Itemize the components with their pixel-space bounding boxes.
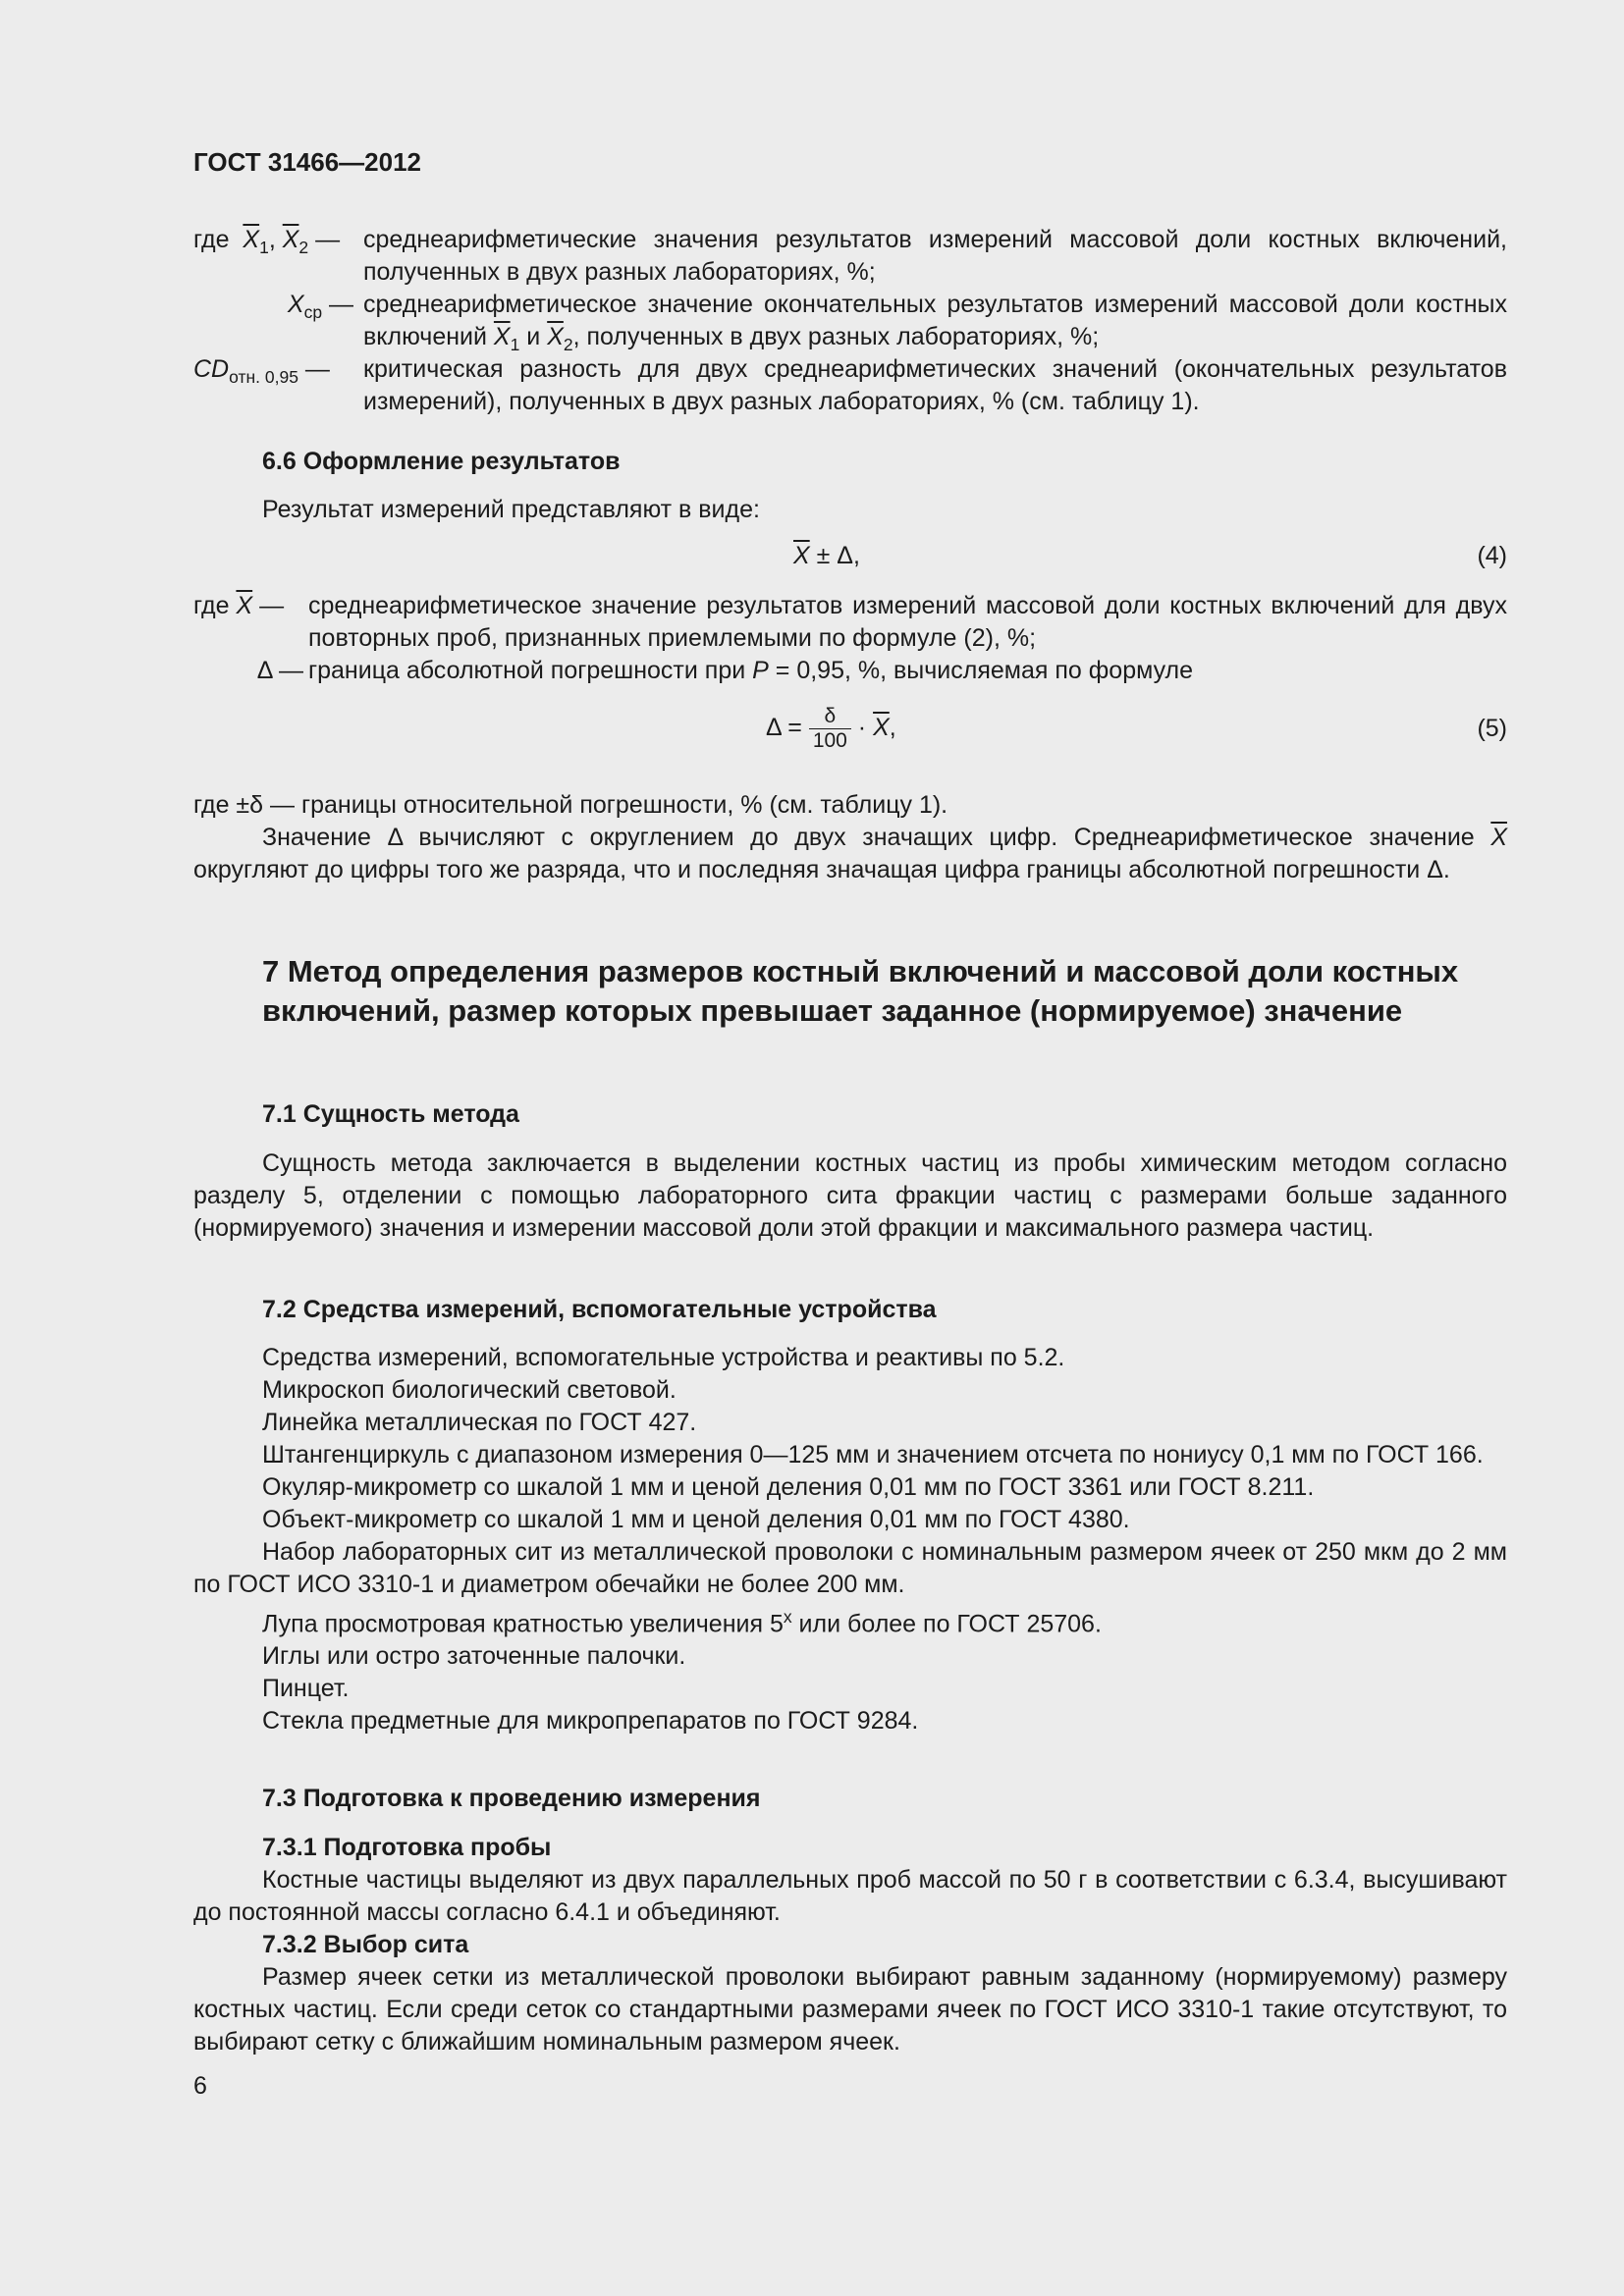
section-7-1-text: Сущность метода заключается в выделении костных частиц из пробы химическим методом согласно разделу 5, отделении с помощью лабораторного сита фракции частиц с размерами больше заданного (нормируемого) значения и измерении массовой доли этой фракции и максимального размера частиц.	[193, 1149, 1507, 1242]
list-item: Микроскоп биологический световой.	[262, 1376, 677, 1404]
section-7-3-2-text: Размер ячеек сетки из металлической проволоки выбирают равным заданному (нормируемому) размеру костных частиц. Если среди сеток со стандартными размерами ячеек по ГОСТ ИСО 3310-1 такие отсутствуют, то выбирают сетку с ближайшим номинальным размером ячеек.	[193, 1963, 1507, 2056]
definition-text: среднеарифметическое значение результатов измерений массовой доли костных включений для двух повторных проб, признанных приемлемыми по формуле (2), %;	[308, 592, 1507, 652]
section-6-6-heading: 6.6 Оформление результатов	[262, 448, 621, 475]
list-item: Лупа просмотровая кратностью увеличения $5^х$ или более по ГОСТ 25706.	[262, 1607, 1102, 1638]
section-7-3-1-text: Костные частицы выделяют из двух параллельных проб массой по 50 г в соответствии с 6.3.4, высушивают до постоянной массы согласно 6.4.1 и объединяют.	[193, 1866, 1507, 1926]
list-item: Набор лабораторных сит из металлической проволоки с номинальным размером ячеек от 250 мкм до 2 мм по ГОСТ ИСО 3310-1 и диаметром обечайки не более 200 мм.	[193, 1538, 1507, 1598]
section-7-heading: 7 Метод определения размеров костный включений и массовой доли костных включений, размер которых превышает заданное (нормируемое) значение	[262, 954, 1459, 1028]
list-item: Окуляр-микрометр со шкалой 1 мм и ценой деления 0,01 мм по ГОСТ 3361 или ГОСТ 8.211.	[262, 1473, 1315, 1501]
definition-term: $X_{ср}$ —	[287, 291, 353, 322]
delta-definition: где ±δ — границы относительной погрешности, % (см. таблицу 1).	[193, 791, 948, 819]
definition-text: граница абсолютной погрешности при P = 0,95, %, вычисляемая по формуле	[308, 657, 1194, 684]
section-6-6-intro: Результат измерений представляют в виде:	[262, 496, 760, 523]
definition-term: где $\overline{X}$ —	[193, 592, 285, 619]
rounding-paragraph: Значение Δ вычисляют с округлением до двух значащих цифр. Среднеарифметическое значение $\overline{X}$ округляют до цифры того же разряда, что и последняя значащая цифра границы абсолютной погрешности Δ.	[193, 824, 1507, 883]
list-item: Пинцет.	[262, 1675, 350, 1703]
equation-number-4: (4)	[1477, 542, 1507, 569]
section-7-1-heading: 7.1 Сущность метода	[262, 1100, 519, 1128]
list-item: Стекла предметные для микропрепаратов по ГОСТ 9284.	[262, 1707, 919, 1735]
definitions-list	[193, 590, 1507, 684]
definition-text: среднеарифметические значения результатов измерений массовой доли костных включений, полученных в двух разных лабораториях, %;	[363, 226, 1507, 286]
definition-text: среднеарифметическое значение окончательных результатов измерений массовой доли костных включений $\overline{X}_1$ и $\overline{X}_2$, полученных в двух разных лабораториях, %;	[363, 291, 1507, 354]
section-7-3-1-heading: 7.3.1 Подготовка пробы	[262, 1834, 552, 1861]
definition-text: критическая разность для двух среднеарифметических значений (окончательных результатов измерений), полученных в двух разных лабораториях, % (см. таблицу 1).	[363, 355, 1507, 415]
page-number: 6	[193, 2072, 207, 2100]
formula-5: Δ = $\frac{\delta}{100}$ · $\overline{X}$,	[766, 705, 896, 752]
list-item: Объект-микрометр со шкалой 1 мм и ценой деления 0,01 мм по ГОСТ 4380.	[262, 1506, 1130, 1533]
section-7-3-2-heading: 7.3.2 Выбор сита	[262, 1931, 469, 1958]
formula-4: $\overline{X} \pm \Delta$,	[793, 542, 860, 569]
equation-number-5: (5)	[1477, 715, 1507, 742]
definitions-list	[193, 224, 1507, 430]
definition-term: Δ —	[256, 657, 303, 684]
list-item: Средства измерений, вспомогательные устройства и реактивы по 5.2.	[262, 1344, 1065, 1371]
definition-term: $CD_{отн. 0,95}$ —	[193, 355, 330, 387]
definition-term: где $\overline{X}_1$, $\overline{X}_2$ —	[193, 226, 341, 257]
section-7-2-heading: 7.2 Средства измерений, вспомогательные устройства	[262, 1296, 937, 1323]
list-item: Иглы или остро заточенные палочки.	[262, 1642, 686, 1671]
section-7-3-heading: 7.3 Подготовка к проведению измерения	[262, 1785, 761, 1812]
list-item: Штангенциркуль с диапазоном измерения 0—125 мм и значением отсчета по нониусу 0,1 мм по ГОСТ 166.	[262, 1441, 1484, 1468]
document-header: ГОСТ 31466—2012	[193, 147, 421, 177]
list-item: Линейка металлическая по ГОСТ 427.	[262, 1409, 697, 1436]
equipment-list	[193, 1342, 1507, 1737]
